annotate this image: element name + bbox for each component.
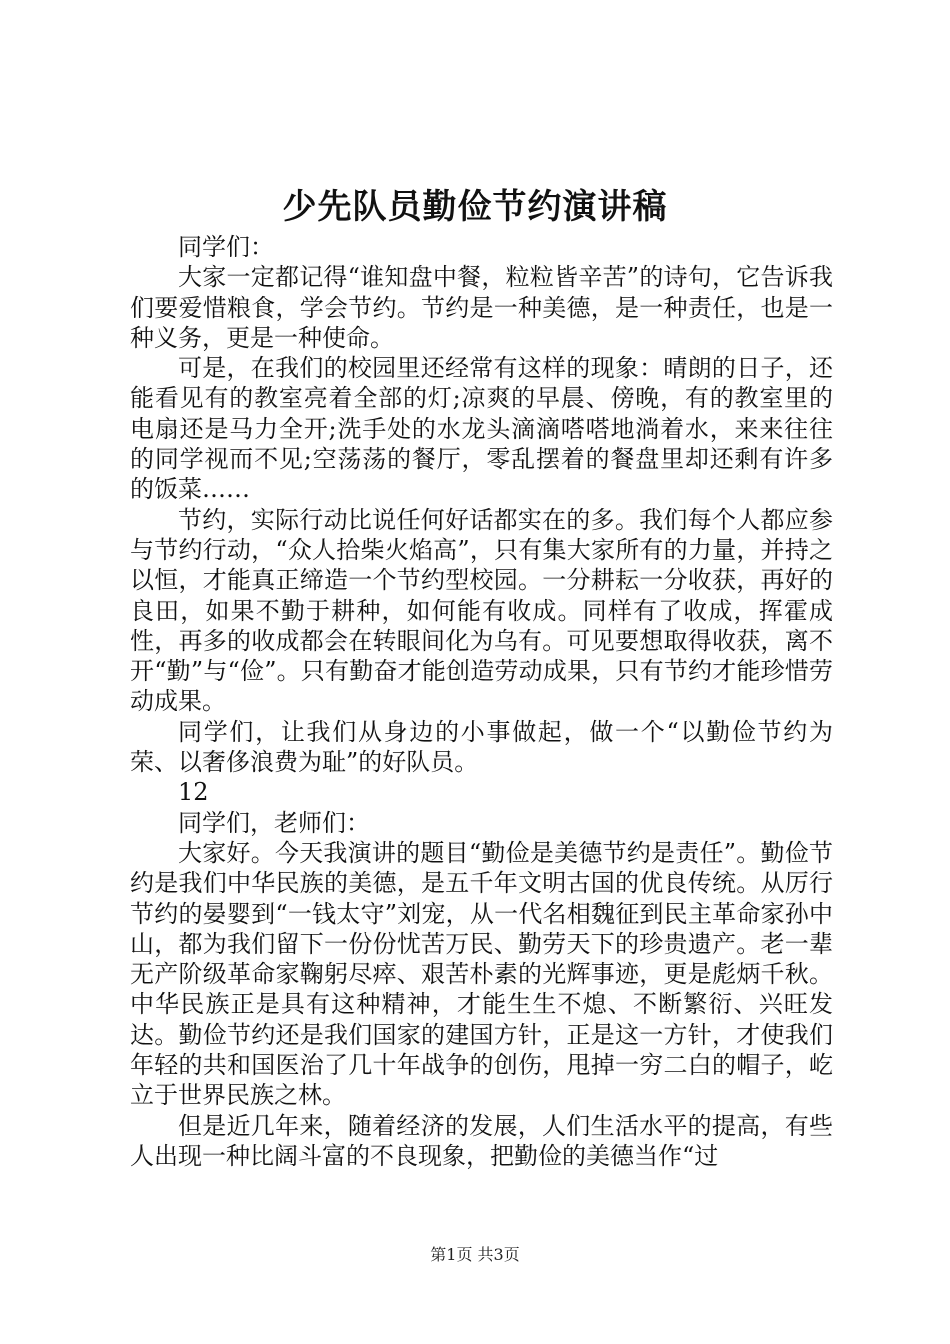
paragraph-number: 12 xyxy=(178,778,209,807)
paragraph: 大家一定都记得“谁知盘中餐，粒粒皆辛苦”的诗句，它告诉我们要爱惜粮食，学会节约。节约是一种美德，是一种责任，也是一种义务，更是一种使命。 xyxy=(130,263,833,352)
paragraph: 节约，实际行动比说任何好话都实在的多。我们每个人都应参与节约行动，“众人拾柴火焰高”，只有集大家所有的力量，并持之以恒，才能真正缔造一个节约型校园。一分耕耘一分收获，再好的良田，如果不勤于耕种，如何能有收成。同样有了收成，挥霍成性，再多的收成都会在转眼间化为乌有。可见要想取得收获，离不开“勤”与“俭”。只有勤奋才能创造劳动成果，只有节约才能珍惜劳动成果。 xyxy=(130,505,833,716)
paragraph: 大家好。今天我演讲的题目“勤俭是美德节约是责任”。勤俭节约是我们中华民族的美德，是五千年文明古国的优良传统。从厉行节约的晏婴到“一钱太守”刘宠，从一代名相魏征到民主革命家孙中山，都为我们留下一份份忧苦万民、勤劳天下的珍贵遗产。老一辈无产阶级革命家鞠躬尽瘁、艰苦朴素的光辉事迹，更是彪炳千秋。中华民族正是具有这种精神，才能生生不熄、不断繁衍、兴旺发达。勤俭节约还是我们国家的建国方针，正是这一方针，才使我们年轻的共和国医治了几十年战争的创伤，甩掉一穷二白的帽子，屹立于世界民族之林。 xyxy=(130,838,833,1110)
page-footer: 第1页 共3页 xyxy=(430,1245,520,1264)
paragraph: 同学们，让我们从身边的小事做起，做一个“以勤俭节约为荣、以奢侈浪费为耻”的好队员。 xyxy=(130,717,833,777)
paragraph-greeting: 同学们： xyxy=(178,233,274,261)
paragraph: 但是近几年来，随着经济的发展，人们生活水平的提高，有些人出现一种比阔斗富的不良现象，把勤俭的美德当作“过 xyxy=(130,1111,833,1170)
paragraph: 可是，在我们的校园里还经常有这样的现象：晴朗的日子，还能看见有的教室亮着全部的灯;凉爽的早晨、傍晚，有的教室里的电扇还是马力全开;洗手处的水龙头滴滴嗒嗒地淌着水，来来往往的同学视而不见;空荡荡的餐厅，零乱摆着的餐盘里却还剩有许多的饭菜…… xyxy=(130,354,833,504)
document-body xyxy=(130,232,833,1171)
document-title: 少先队员勤俭节约演讲稿 xyxy=(282,187,668,227)
paragraph-greeting: 同学们，老师们： xyxy=(178,808,370,837)
